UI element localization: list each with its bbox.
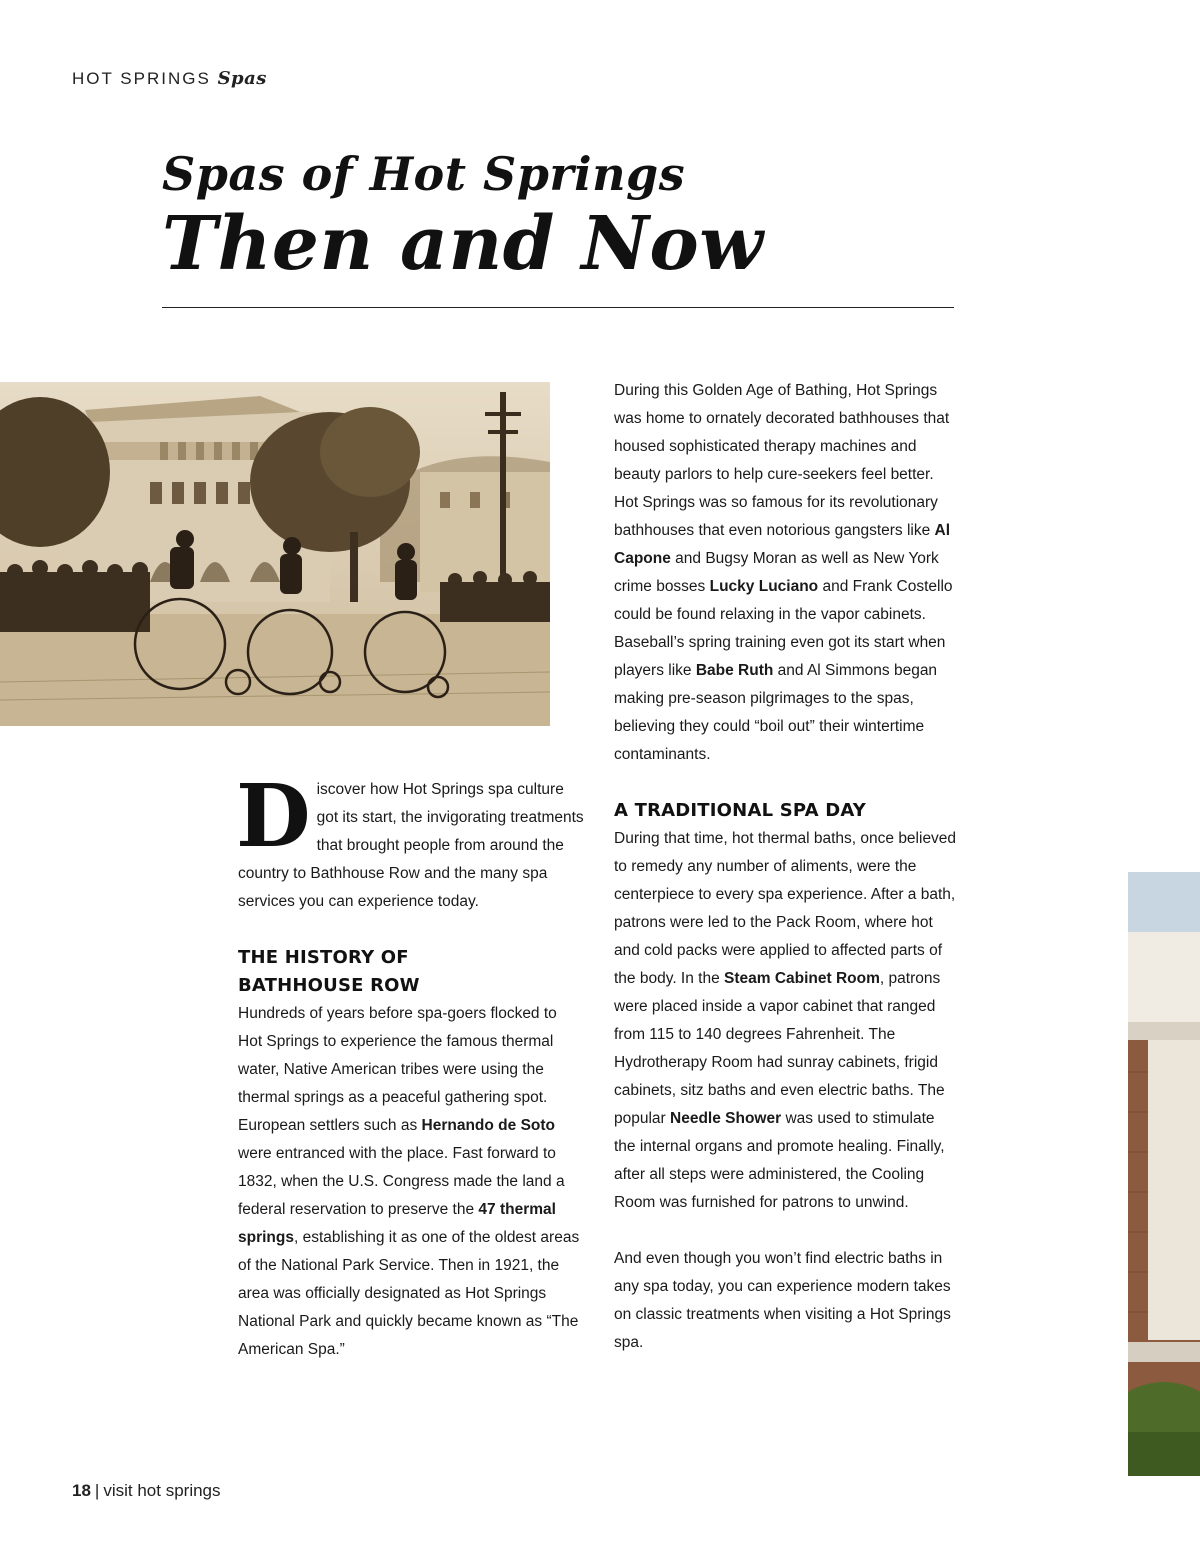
history-heading-line-2: BATHHOUSE ROW (238, 975, 420, 996)
running-head (72, 68, 267, 89)
golden-age-paragraph (614, 377, 960, 769)
drop-cap: D (236, 766, 311, 867)
spa-day-heading: A TRADITIONAL SPA DAY (614, 800, 866, 821)
page-number: 18 (72, 1481, 91, 1500)
article-title (162, 148, 763, 286)
historic-bicycle-photo (0, 382, 550, 726)
steam-cabinet-room-bold: Steam Cabinet Room (724, 970, 880, 987)
spa-day-paragraph (614, 825, 960, 1217)
golden-age-text-2: and Bugsy Moran as well as New York crime bosses (614, 550, 939, 595)
history-text-3: , establishing it as one of the oldest areas of the National Park Service. Then in 1921, the area was officially designated as Hot Springs National Park and quickly became known as “The American Spa.” (238, 1229, 580, 1358)
left-column (236, 766, 584, 1364)
intro-text: iscover how Hot Springs spa culture got its start, the invigorating treatments that brought people from around the country to Bathhouse Row and the many spa services you can experience today. (238, 781, 584, 910)
title-divider (162, 307, 954, 308)
spa-day-text-2: , patrons were placed inside a vapor cabinet that ranged from 115 to 140 degrees Fahrenheit. The Hydrotherapy Room had sunray cabinets, frigid cabinets, sitz baths and even electric baths. The popular (614, 970, 945, 1127)
publication-name: visit hot springs (103, 1481, 221, 1500)
hernando-de-soto-bold: Hernando de Soto (421, 1117, 556, 1134)
needle-shower-bold: Needle Shower (670, 1110, 782, 1127)
golden-age-text-3: and Frank Costello could be found relaxing in the vapor cabinets. Baseball’s spring training even got its start when players like (614, 578, 953, 679)
closing-paragraph: And even though you won’t find electric baths in any spa today, you can experience modern takes on classic treatments when visiting a Hot Springs spa. (614, 1250, 951, 1351)
history-heading (238, 944, 584, 1000)
page-footer (72, 1481, 221, 1501)
history-text-2: were entranced with the place. Fast forward to 1832, when the U.S. Congress made the land a federal reservation to preserve the (238, 1145, 565, 1218)
footer-separator: | (94, 1481, 100, 1500)
lucky-luciano-bold: Lucky Luciano (709, 578, 819, 595)
right-column (614, 377, 960, 1357)
history-text-1: Hundreds of years before spa-goers flocked to Hot Springs to experience the famous thermal water, Native American tribes were using the thermal springs as a peaceful gathering spot. European settlers such as (238, 1005, 557, 1134)
babe-ruth-bold: Babe Ruth (695, 662, 774, 679)
golden-age-text-4: and Al Simmons began making pre-season pilgrimages to the spas, believing they could “boil out” their wintertime contaminants. (614, 662, 938, 763)
history-paragraph (238, 1000, 584, 1364)
al-capone-bold: Al Capone (614, 522, 951, 567)
title-line-1: Spas of Hot Springs (162, 147, 686, 201)
section-accent: Spas (217, 68, 267, 89)
spa-day-text-1: During that time, hot thermal baths, once believed to remedy any number of aliments, were the centerpiece to every spa experience. After a bath, patrons were led to the Pack Room, where hot and cold packs were applied to affected parts of the body. In the (614, 830, 957, 987)
title-line-2: Then and Now (162, 201, 764, 287)
golden-age-text-1: During this Golden Age of Bathing, Hot Springs was home to ornately decorated bathhouses that housed sophisticated therapy machines and beauty parlors to help cure-seekers feel better. Hot Springs was so famous for its revolutionary bathhouses that even notorious gangsters like (614, 382, 950, 539)
intro-paragraph (236, 766, 584, 916)
section-label: HOT SPRINGS (72, 69, 211, 88)
thermal-springs-bold: 47 thermal springs (238, 1201, 556, 1246)
spa-day-text-3: was used to stimulate the internal organs and promote healing. Finally, after all steps were administered, the Cooling Room was furnished for patrons to unwind. (614, 1110, 945, 1211)
modern-bathhouse-photo (1128, 872, 1200, 1476)
history-heading-line-1: THE HISTORY OF (238, 947, 409, 968)
